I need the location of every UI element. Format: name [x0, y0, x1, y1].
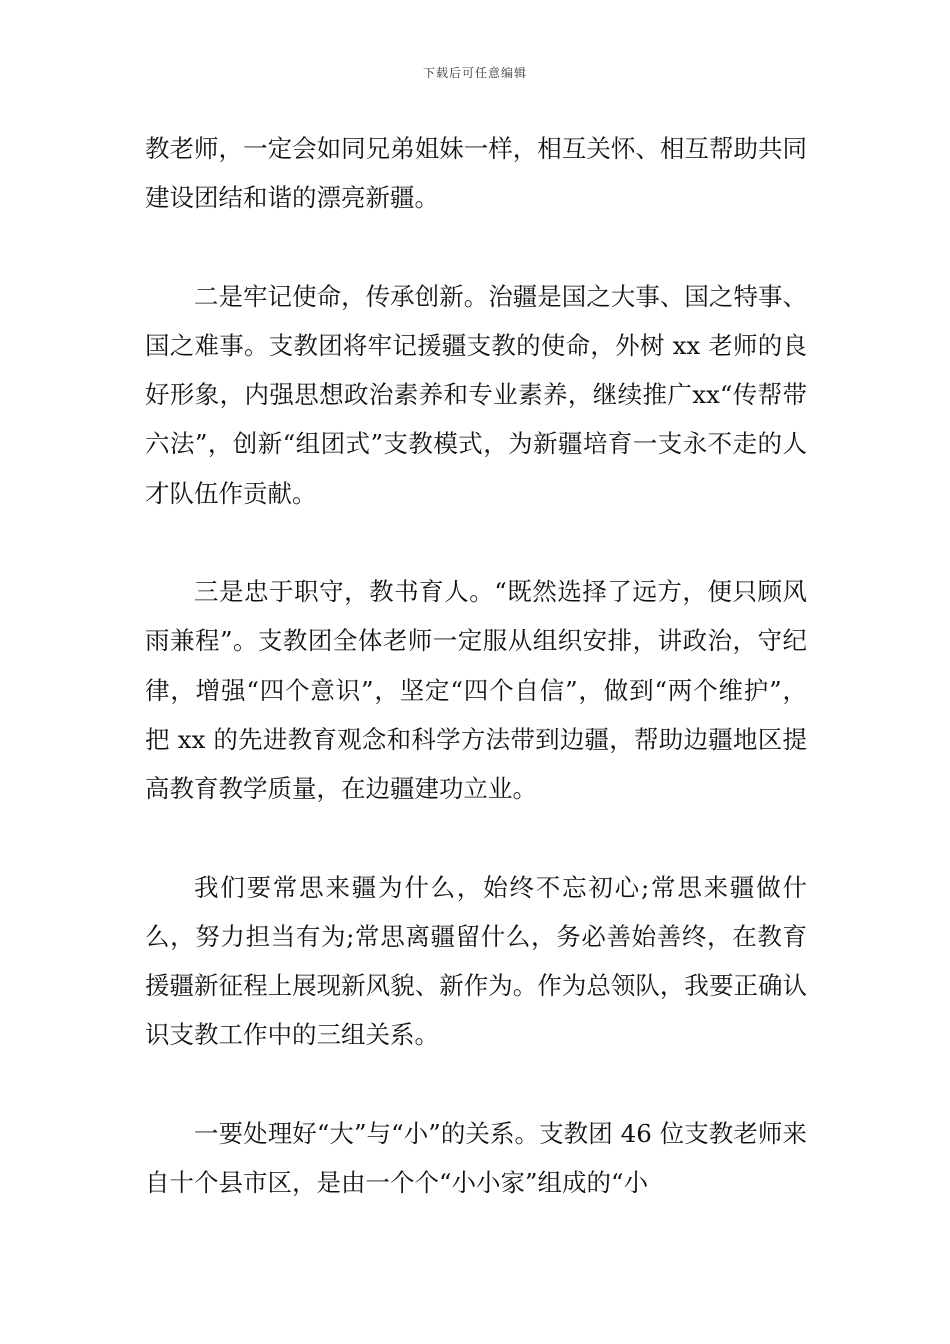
paragraph-3: 三是忠于职守，教书育人。“既然选择了远方，便只顾风雨兼程”。支教团全体老师一定服从组织安排，讲政治，守纪律，增强“四个意识”，坚定“四个自信”，做到“两个维护”，把 xx 的先进教育观念和科学方法带到边疆，帮助边疆地区提高教育教学质量，在边疆建功立业。 [145, 577, 807, 804]
paragraph-4: 我们要常思来疆为什么，始终不忘初心;常思来疆做什么，努力担当有为;常思离疆留什么，务必善始善终，在教育援疆新征程上展现新风貌、新作为。作为总领队，我要正确认识支教工作中的三组关系。 [145, 872, 807, 1050]
paragraph-1: 教老师，一定会如同兄弟姐妹一样，相互关怀、相互帮助共同建设团结和谐的漂亮新疆。 [145, 134, 807, 213]
paragraph-5: 一要处理好“大”与“小”的关系。支教团 46 位支教老师来自十个县市区，是由一个个“小小家”组成的“小 [145, 1118, 807, 1198]
paragraph-2: 二是牢记使命，传承创新。治疆是国之大事、国之特事、国之难事。支教团将牢记援疆支教的使命，外树 xx 老师的良好形象，内强思想政治素养和专业素养，继续推广xx“传帮带六法”，创新“组团式”支教模式，为新疆培育一支永不走的人才队伍作贡献。 [145, 281, 807, 508]
page-header: 下载后可任意编辑 [422, 66, 527, 80]
document-body [145, 124, 807, 1256]
